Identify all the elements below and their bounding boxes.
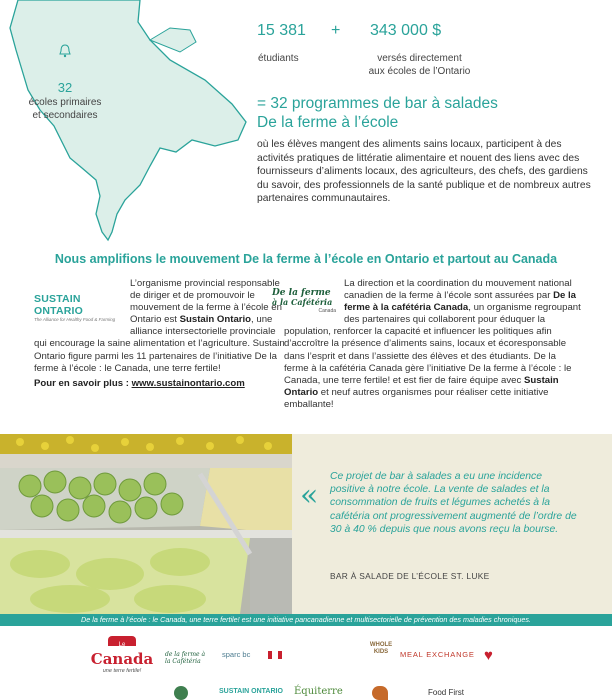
canada-logo-main: Canada xyxy=(90,650,154,668)
plus-sign: + xyxy=(331,22,341,39)
sparc-bc-logo: sparc bc xyxy=(222,650,251,659)
right-bold-ftc: De la ferme à la cafétéria Canada xyxy=(344,290,576,314)
salad-bar-photo xyxy=(0,434,292,614)
school-bell-icon xyxy=(58,44,72,58)
ontario-map xyxy=(0,0,250,245)
ftc-logo-line1: De la ferme xyxy=(272,288,331,298)
more-info-line xyxy=(34,378,286,390)
money-value: 343 000 $ xyxy=(370,22,442,39)
school-label xyxy=(0,96,130,122)
food-first-logo: Food First xyxy=(428,688,465,697)
ftc-logo-line2: à la Cafétéria xyxy=(272,297,333,307)
equiterre-logo: Équiterre xyxy=(294,686,343,697)
money-label-line2: aux écoles de l’Ontario xyxy=(368,66,471,77)
leaf-icon xyxy=(372,686,388,700)
quote-mark: « xyxy=(300,478,319,513)
right-logo-spacer xyxy=(284,278,344,316)
right-bold-sustain: Sustain Ontario xyxy=(284,374,559,398)
whole-kids-logo: WHOLE KIDS xyxy=(369,642,393,655)
section-heading: Nous amplifions le mouvement De la ferme à l’école en Ontario et partout au Canada xyxy=(54,252,558,266)
right-end: et neuf autres organismes pour réaliser cette initiative emballante! xyxy=(284,386,549,410)
right-intro: La direction et la coordination du mouvement national canadien de la ferme à l’école sont assurées par xyxy=(344,278,572,302)
students-label: étudiants xyxy=(258,53,299,64)
sustain-logo-text: SUSTAIN ONTARIO xyxy=(34,293,84,317)
left-bold-sustain: Sustain Ontario xyxy=(179,314,252,326)
flag-center xyxy=(272,651,278,659)
right-column-text xyxy=(284,278,582,411)
left-rest: , une alliance intersectorielle provinciale qui encourage la saine alimentation et l’agriculture. Sustain Ontario figure parmi les 11 partenaires de l’initiative De la ferme à l’école : le Canada, une terre fertile! xyxy=(34,314,285,374)
school-label-line2: et secondaires xyxy=(32,110,98,121)
school-label-line1: écoles primaires xyxy=(28,97,102,108)
globe-icon xyxy=(174,686,188,700)
sustainontario-link[interactable]: www.sustainontario.com xyxy=(131,377,245,389)
quote-source: BAR À SALADE DE L’ÉCOLE ST. LUKE xyxy=(330,571,490,581)
left-logo-spacer xyxy=(34,278,130,332)
sustain-ontario-small-logo: SUSTAIN ONTARIO xyxy=(219,688,283,695)
programs-line2: De la ferme à l’école xyxy=(257,114,399,131)
more-info-label: Pour en savoir plus : xyxy=(34,377,129,389)
programs-headline xyxy=(257,94,498,132)
students-value: 15 381 xyxy=(257,22,306,39)
quote-text: Ce projet de bar à salades a eu une incidence positive à notre école. La vente de salades et la consommation de fruits et légumes achetés à la cafétéria ont progressivement augmenté de l’ordre de 30 à 40 % depuis que nous avons reçu la bourse. xyxy=(330,471,577,535)
right-mid: , un organisme regroupant des partenaires qui collaborent pour éduquer la population, renforcer la capacité et influencer les politiques afin d’accroître la présence d’aliments sains, locaux et écoresponsable dans l’esprit et dans l’assiette des élèves et des étudiants. De la ferme à la cafétéria Canada gère l’initiative De la ferme à l’école : le Canada, une terre fertile! et est fier de faire équipe avec xyxy=(284,302,581,386)
canada-fertile-logo xyxy=(86,642,158,674)
sustain-logo-tagline: The Alliance for Healthy Food & Farming xyxy=(34,317,116,322)
partner-logos xyxy=(0,628,612,700)
top-section xyxy=(0,0,612,245)
heart-icon: ♥ xyxy=(484,647,493,664)
money-label xyxy=(352,52,487,78)
canada-flag-icon xyxy=(268,651,282,659)
left-intro: L’organisme provincial responsable de diriger et de promouvoir le mouvement de la ferme à l’école en Ontario est xyxy=(130,278,282,326)
initiative-caption: De la ferme à l’école : le Canada, une terre fertile! est une initiative pancanadienne et multisectorielle de prévention des maladies chroniques. xyxy=(0,614,612,626)
partners-section xyxy=(0,275,612,425)
meal-exchange-logo: MEAL EXCHANGE xyxy=(400,650,475,659)
canada-logo-sub: une terre fertile! xyxy=(102,668,142,674)
ftc-small-logo: de la ferme à la Cafétéria xyxy=(165,651,206,665)
canada-logo-top: Le xyxy=(118,642,126,648)
money-label-line1: versés directement xyxy=(377,53,462,64)
left-column-text xyxy=(34,278,286,390)
programs-description: où les élèves mangent des aliments sains locaux, participent à des activités pratiques de littératie alimentaire et nouent des liens avec des fournisseurs d’aliments locaux, des agriculteurs, des chefs, des gardiens du savoir, des professionnels de la santé publique et de nombreux autres partenaires communautaires. xyxy=(257,139,591,205)
ftc-logo-line3: Canada xyxy=(318,308,336,314)
programs-line1: = 32 programmes de bar à salades xyxy=(257,95,498,112)
school-count: 32 xyxy=(57,80,73,95)
